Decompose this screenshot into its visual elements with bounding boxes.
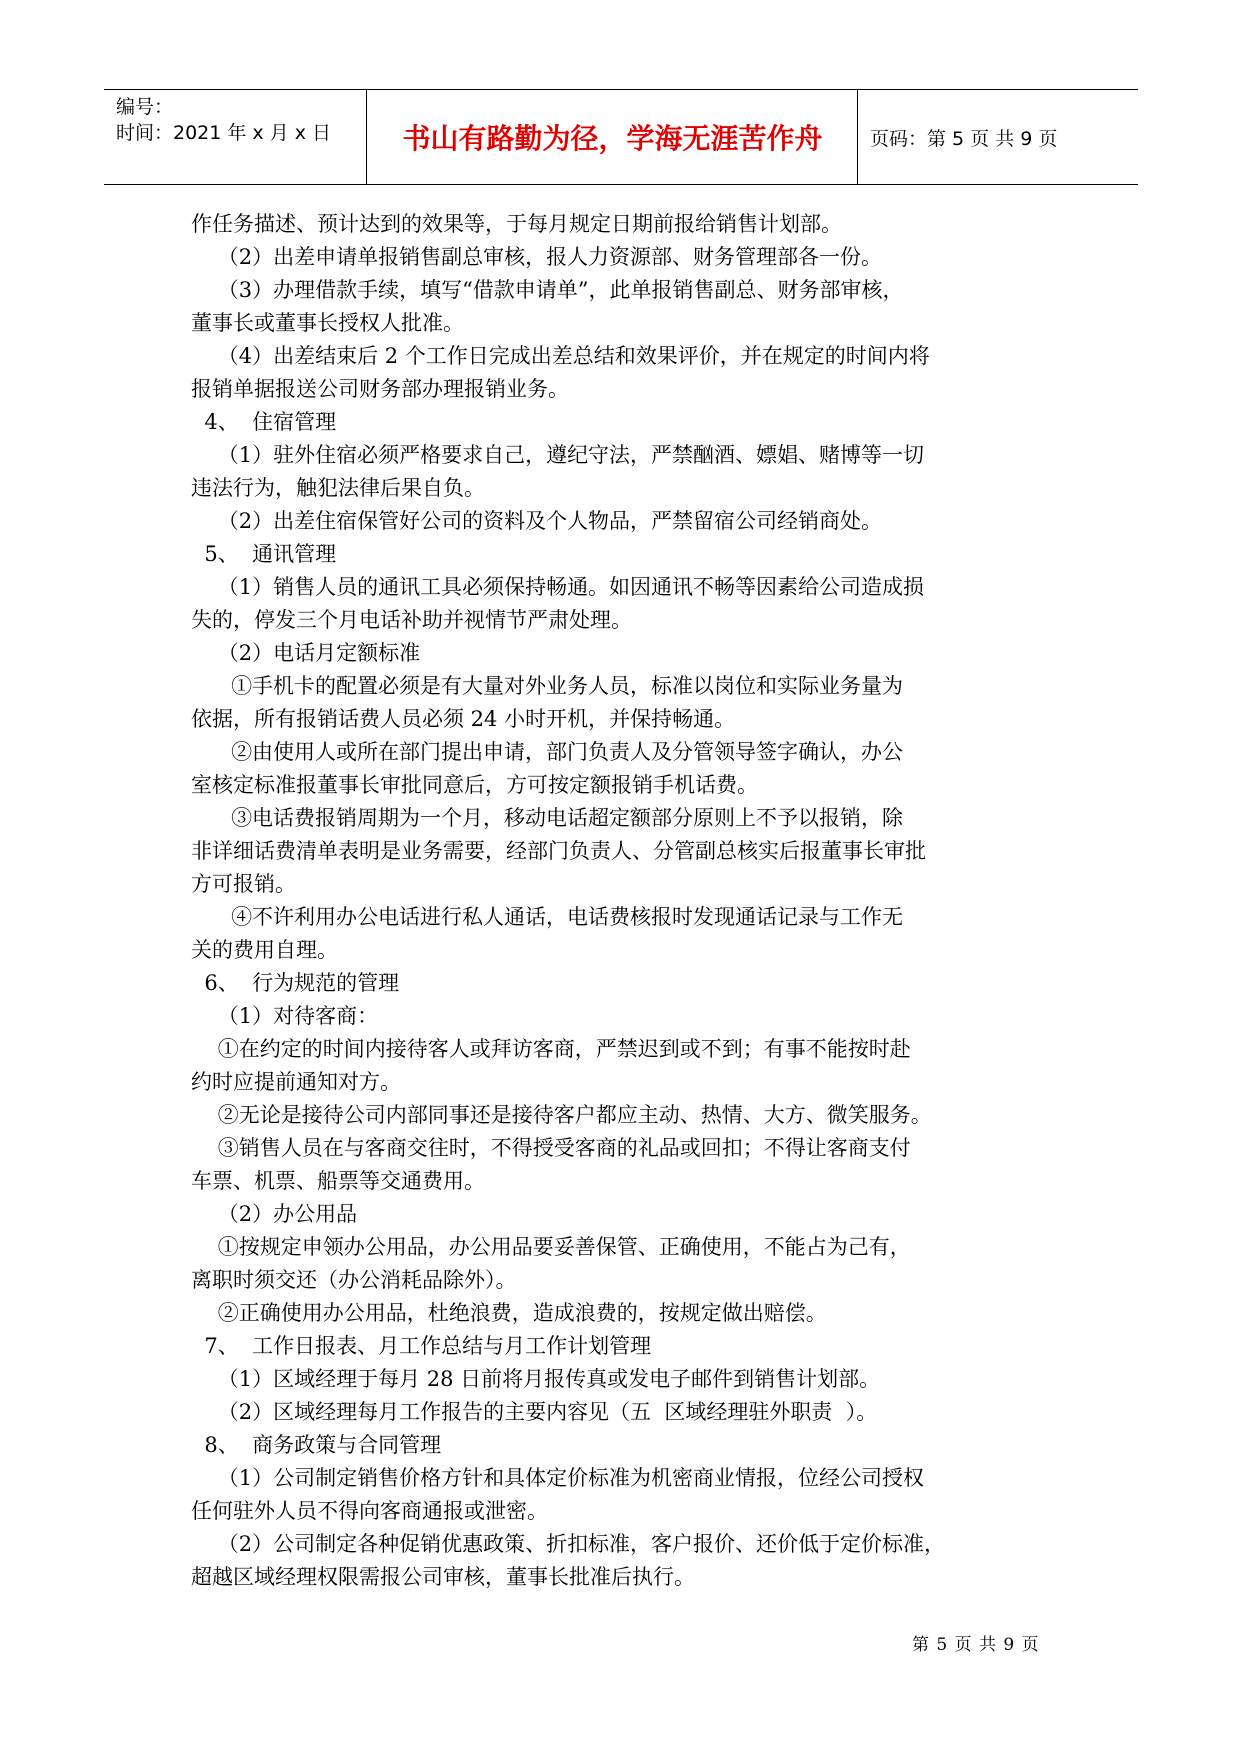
header-page-number: 页码：第 5 页 共 9 页	[870, 127, 1058, 150]
text-line: ①按规定申领办公用品，办公用品要妥善保管、正确使用，不能占为己有，	[191, 1235, 911, 1259]
text-line: （1）公司制定销售价格方针和具体定价标准为机密商业情报，位经公司授权	[191, 1466, 925, 1490]
text-line: （4）出差结束后 2 个工作日完成出差总结和效果评价，并在规定的时间内将	[191, 344, 930, 368]
text-line: （1）区域经理于每月 28 日前将月报传真或发电子邮件到销售计划部。	[191, 1367, 881, 1391]
text-line: 约时应提前通知对方。	[191, 1070, 401, 1094]
text-line: （2）电话月定额标准	[191, 641, 421, 665]
page-header	[104, 89, 1138, 185]
text-line: （2）办公用品	[191, 1202, 358, 1226]
text-line: 关的费用自理。	[191, 938, 338, 962]
text-line: 方可报销。	[191, 872, 296, 896]
text-line: 室核定标准报董事长审批同意后，方可按定额报销手机话费。	[191, 773, 758, 797]
page-footer: 第 5 页 共 9 页	[912, 1635, 1040, 1655]
text-line: 4、 住宿管理	[191, 410, 337, 434]
text-line: ②正确使用办公用品，杜绝浪费，造成浪费的，按规定做出赔偿。	[191, 1301, 827, 1325]
text-line: （1）驻外住宿必须严格要求自己，遵纪守法，严禁酗酒、嫖娼、赌博等一切	[191, 443, 925, 467]
text-line: （1）对待客商：	[191, 1004, 379, 1028]
header-divider	[857, 90, 858, 184]
text-line: 超越区域经理权限需报公司审核，董事长批准后执行。	[191, 1565, 695, 1589]
time-label: 时间：2021 年 x 月 x 日	[116, 122, 332, 144]
document-body	[191, 208, 1063, 1594]
text-line: （2）出差申请单报销售副总审核，报人力资源部、财务管理部各一份。	[191, 245, 883, 269]
text-line: 作任务描述、预计达到的效果等，于每月规定日期前报给销售计划部。	[191, 212, 842, 236]
text-line: 失的，停发三个月电话补助并视情节严肃处理。	[191, 608, 632, 632]
text-line: ③电话费报销周期为一个月，移动电话超定额部分原则上不予以报销，除	[191, 806, 904, 830]
text-line: 违法行为，触犯法律后果自负。	[191, 476, 485, 500]
serial-number-label: 编号：	[116, 96, 174, 118]
text-line: （2）出差住宿保管好公司的资料及个人物品，严禁留宿公司经销商处。	[191, 509, 883, 533]
text-line: ③销售人员在与客商交往时，不得授受客商的礼品或回扣；不得让客商支付	[191, 1136, 911, 1160]
text-line: ④不许利用办公电话进行私人通话，电话费核报时发现通话记录与工作无	[191, 905, 904, 929]
text-line: （3）办理借款手续，填写“借款申请单”，此单报销售副总、财务部审核，	[191, 278, 904, 302]
text-line: 7、 工作日报表、月工作总结与月工作计划管理	[191, 1334, 652, 1358]
text-line: ①在约定的时间内接待客人或拜访客商，严禁迟到或不到；有事不能按时赴	[191, 1037, 911, 1061]
text-line: 任何驻外人员不得向客商通报或泄密。	[191, 1499, 548, 1523]
text-line: 依据，所有报销话费人员必须 24 小时开机，并保持畅通。	[191, 707, 736, 731]
text-line: ②无论是接待公司内部同事还是接待客户都应主动、热情、大方、微笑服务。	[191, 1103, 932, 1127]
text-line: 5、 通讯管理	[191, 542, 337, 566]
text-line: 离职时须交还（办公消耗品除外）。	[191, 1268, 517, 1292]
text-line: 董事长或董事长授权人批准。	[191, 311, 464, 335]
text-line: 非详细话费清单表明是业务需要，经部门负责人、分管副总核实后报董事长审批	[191, 839, 926, 863]
text-line: 8、 商务政策与合同管理	[191, 1433, 442, 1457]
text-line: 报销单据报送公司财务部办理报销业务。	[191, 377, 569, 401]
text-line: 车票、机票、船票等交通费用。	[191, 1169, 485, 1193]
text-line: （1）销售人员的通讯工具必须保持畅通。如因通讯不畅等因素给公司造成损	[191, 575, 925, 599]
header-meta	[116, 94, 331, 146]
header-motto: 书山有路勤为径，学海无涯苦作舟	[402, 122, 823, 155]
text-line: （2）公司制定各种促销优惠政策、折扣标准，客户报价、还价低于定价标准，	[191, 1532, 946, 1556]
text-line: ②由使用人或所在部门提出申请，部门负责人及分管领导签字确认，办公	[191, 740, 904, 764]
header-divider	[366, 90, 367, 184]
text-line: ①手机卡的配置必须是有大量对外业务人员，标准以岗位和实际业务量为	[191, 674, 904, 698]
text-line: （2）区域经理每月工作报告的主要内容见（五 区域经理驻外职责 ）。	[191, 1400, 878, 1424]
text-line: 6、 行为规范的管理	[191, 971, 400, 995]
